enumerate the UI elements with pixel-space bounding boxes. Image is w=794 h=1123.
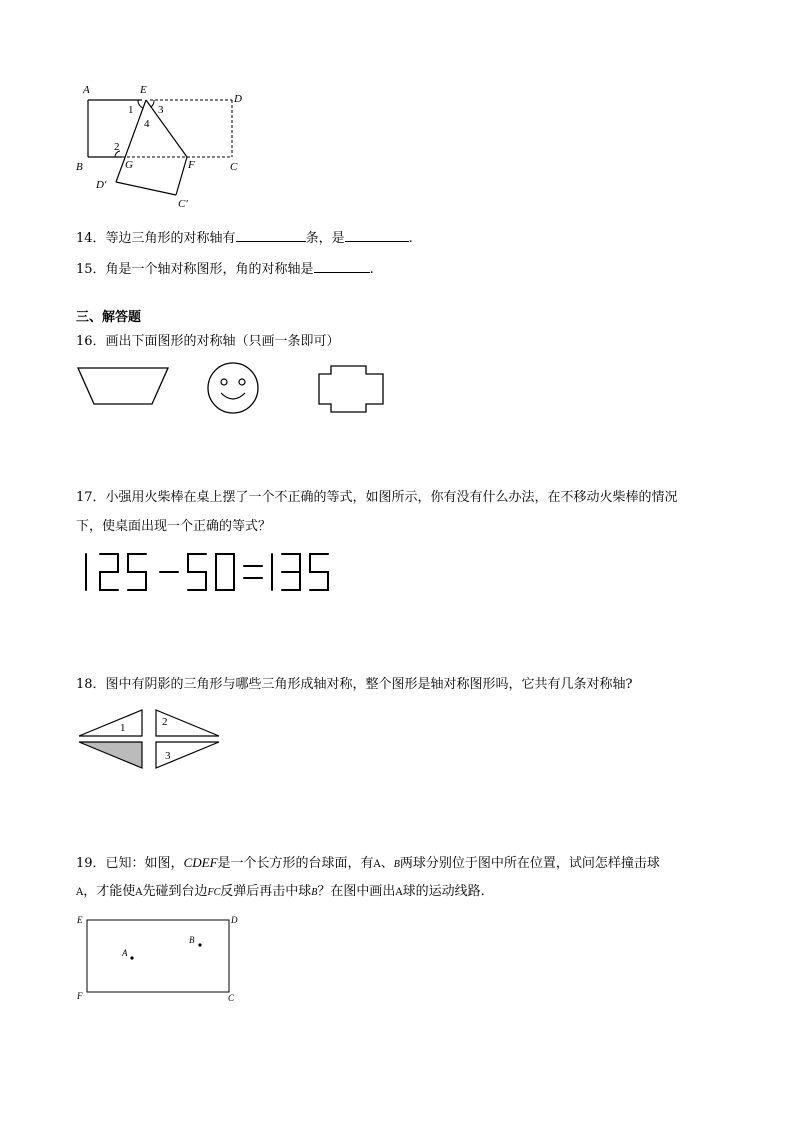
question-text: 球的运动线路． [402,884,494,899]
label-4: 4 [144,118,150,130]
question-number: 18． [76,677,106,692]
section-title: 三、解答题 [76,310,142,325]
rectangle-name: CDEF [183,855,218,870]
question-15 [76,260,374,279]
match-5 [128,554,146,590]
trapezoid-shape [78,368,168,404]
angle-arc-1 [138,100,143,108]
ball-a-ref: A [395,887,403,898]
billiard-table-figure [74,910,244,1010]
segment-DpCp [116,182,176,195]
match-5c [310,554,328,590]
triangles-figure [76,706,226,776]
segment-EF [146,100,187,157]
ball-b [198,943,201,946]
question-number: 15． [76,262,106,277]
question-19-line-1 [76,854,660,874]
question-17-line-1 [76,489,678,507]
smiley-face-shape [208,363,258,413]
triangle-1 [79,710,142,736]
question-text: 角是一个轴对称图形，角的对称轴是 [105,262,314,277]
label-F: F [188,159,195,171]
question-18 [76,676,633,694]
label-G: G [125,159,133,171]
label-C: C [230,161,238,173]
answer-blank[interactable] [314,260,370,273]
label-D-prime: D′ [96,179,107,191]
cross-shape [319,366,383,412]
corner-label-F: F [77,991,83,1001]
label-1: 1 [128,104,134,116]
question-text: 已知：如图， [105,856,184,871]
label-2: 2 [114,141,120,153]
ball-label-B: B [189,935,195,945]
question-text: 图中有阴影的三角形与哪些三角形成轴对称，整个图形是轴对称图形吗，它共有几条对称轴? [105,677,633,692]
triangle-shaded [79,742,142,768]
ball-a [130,956,133,959]
question-text: ，才能使 [83,884,136,899]
question-text: 先碰到台边 [142,884,208,899]
question-text: 等边三角形的对称轴有 [105,231,236,246]
triangle-label-3: 3 [165,750,171,762]
question-text: ？在图中画出 [317,884,396,899]
question-text: . [369,262,374,277]
question-number: 19． [76,856,106,871]
ball-a-ref: A [76,887,84,898]
question-text: 画出下面图形的对称轴（只画一条即可） [105,334,340,349]
question-text: 反弹后再击中球 [220,884,312,899]
question-14 [76,229,413,248]
question-text: 小强用火柴棒在桌上摆了一个不正确的等式，如图所示，你有没有什么办法，在不移动火柴棒的情况 [105,490,678,505]
question-text: . [408,231,413,246]
ball-label-A: A [122,948,128,958]
question-16 [76,333,340,351]
label-A: A [83,84,90,96]
question-17-line-2 [76,518,271,536]
table-rectangle [87,920,229,992]
label-B: B [76,161,83,173]
question-text: 两球分别位于图中所在位置，试问怎样撞击球 [399,856,660,871]
ball-b-ref: B [311,887,318,898]
answer-blank[interactable] [345,229,409,242]
question-text: 是一个长方形的台球面，有 [217,856,374,871]
label-D: D [234,93,242,105]
separator: 、 [380,856,394,871]
label-3: 3 [158,104,164,116]
ball-a-ref: A [135,887,143,898]
triangle-label-2: 2 [162,716,168,728]
label-E: E [140,84,147,96]
ball-a-ref: A [373,859,381,870]
edge-name: FC [207,887,221,898]
segment-FC-prime [176,157,187,195]
match-2 [100,554,118,590]
answer-blank[interactable] [236,229,306,242]
question-number: 17． [76,490,106,505]
question-number: 16． [76,334,106,349]
corner-label-E: E [77,915,83,925]
corner-label-C: C [228,993,235,1003]
question-19-line-2 [76,883,494,902]
folded-rectangle-figure [70,80,260,215]
symmetry-shapes-figure [74,360,394,420]
angle-arc-3 [151,100,154,107]
matchstick-equation-figure [78,548,358,596]
ball-b-ref: B [393,859,400,870]
corner-label-D: D [231,915,238,925]
match-0 [216,554,234,590]
label-C-prime: C′ [178,198,188,210]
triangle-label-1: 1 [120,722,126,734]
question-text: 条，是 [305,231,345,246]
question-text: 下，使桌面出现一个正确的等式？ [76,519,272,534]
match-5b [188,554,206,590]
question-number: 14． [76,231,106,246]
